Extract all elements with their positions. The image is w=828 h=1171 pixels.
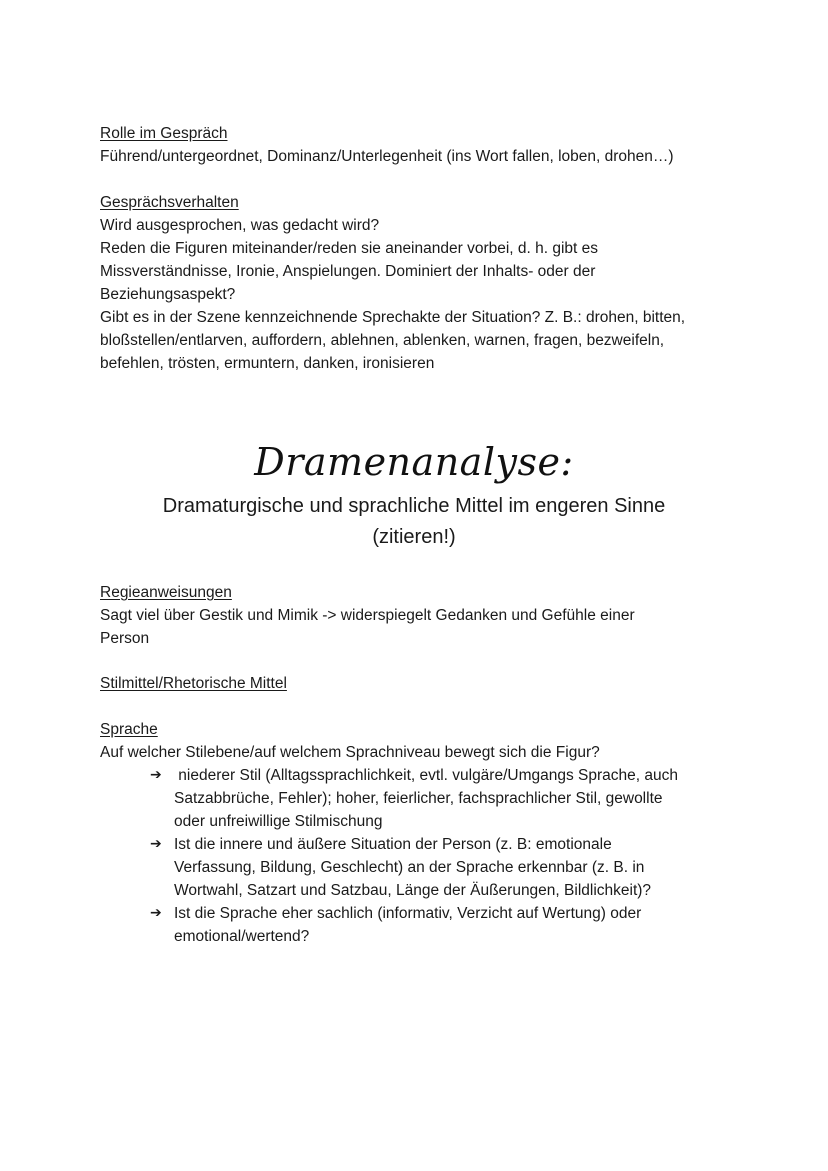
section-sprache [100,718,740,764]
text-line: Beziehungsaspekt? [100,286,236,303]
text-line: Sagt viel über Gestik und Mimik -> widerspiegelt Gedanken und Gefühle einer [100,607,635,624]
arrow-right-icon: ➔ [150,767,162,783]
heading-rolle-im-gespraech: Rolle im Gespräch [100,125,228,142]
list-item [150,833,750,902]
section-stilmittel [100,672,740,695]
section-gespraechsverhalten [100,191,740,375]
text-line: Ist die innere und äußere Situation der Person (z. B: emotionale [174,836,612,853]
text-line: Ist die Sprache eher sachlich (informativ, Verzicht auf Wertung) oder [174,905,642,922]
sprache-bullet-list [150,764,750,948]
text-line: Wird ausgesprochen, was gedacht wird? [100,217,380,234]
list-item [150,902,750,948]
subtitle-line-1: Dramaturgische und sprachliche Mittel im engeren Sinne [162,495,666,517]
title-dramenanalyse: Dramenanalyse: [254,440,574,484]
text-line: niederer Stil (Alltagssprachlichkeit, evtl. vulgäre/Umgangs Sprache, auch [174,767,678,784]
section-rolle [100,122,740,168]
text-line: Missverständnisse, Ironie, Anspielungen. Dominiert der Inhalts- oder der [100,263,596,280]
arrow-right-icon: ➔ [150,836,162,852]
text-line: Führend/untergeordnet, Dominanz/Unterlegenheit (ins Wort fallen, loben, drohen…) [100,148,674,165]
list-item [150,764,750,833]
text-line: befehlen, trösten, ermuntern, danken, ironisieren [100,355,435,372]
text-line: Person [100,630,150,647]
text-line: Auf welcher Stilebene/auf welchem Sprachniveau bewegt sich die Figur? [100,744,600,761]
text-line: Satzabbrüche, Fehler); hoher, feierlicher, fachsprachlicher Stil, gewollte [174,790,663,807]
text-line: Verfassung, Bildung, Geschlecht) an der Sprache erkennbar (z. B. in [174,859,645,876]
arrow-right-icon: ➔ [150,905,162,921]
section-regieanweisungen [100,581,740,650]
text-line: bloßstellen/entlarven, auffordern, ablehnen, ablenken, warnen, fragen, bezweifeln, [100,332,665,349]
subtitle-line-2: (zitieren!) [372,526,456,548]
text-line: oder unfreiwillige Stilmischung [174,813,383,830]
text-line: Gibt es in der Szene kennzeichnende Sprechakte der Situation? Z. B.: drohen, bitten, [100,309,686,326]
heading-gespraechsverhalten: Gesprächsverhalten [100,194,239,211]
heading-sprache: Sprache [100,721,158,738]
heading-stilmittel: Stilmittel/Rhetorische Mittel [100,675,287,692]
text-line: Wortwahl, Satzart und Satzbau, Länge der Äußerungen, Bildlichkeit)? [174,882,652,899]
text-line: Reden die Figuren miteinander/reden sie aneinander vorbei, d. h. gibt es [100,240,599,257]
heading-regieanweisungen: Regieanweisungen [100,584,232,601]
text-line: emotional/wertend? [174,928,310,945]
